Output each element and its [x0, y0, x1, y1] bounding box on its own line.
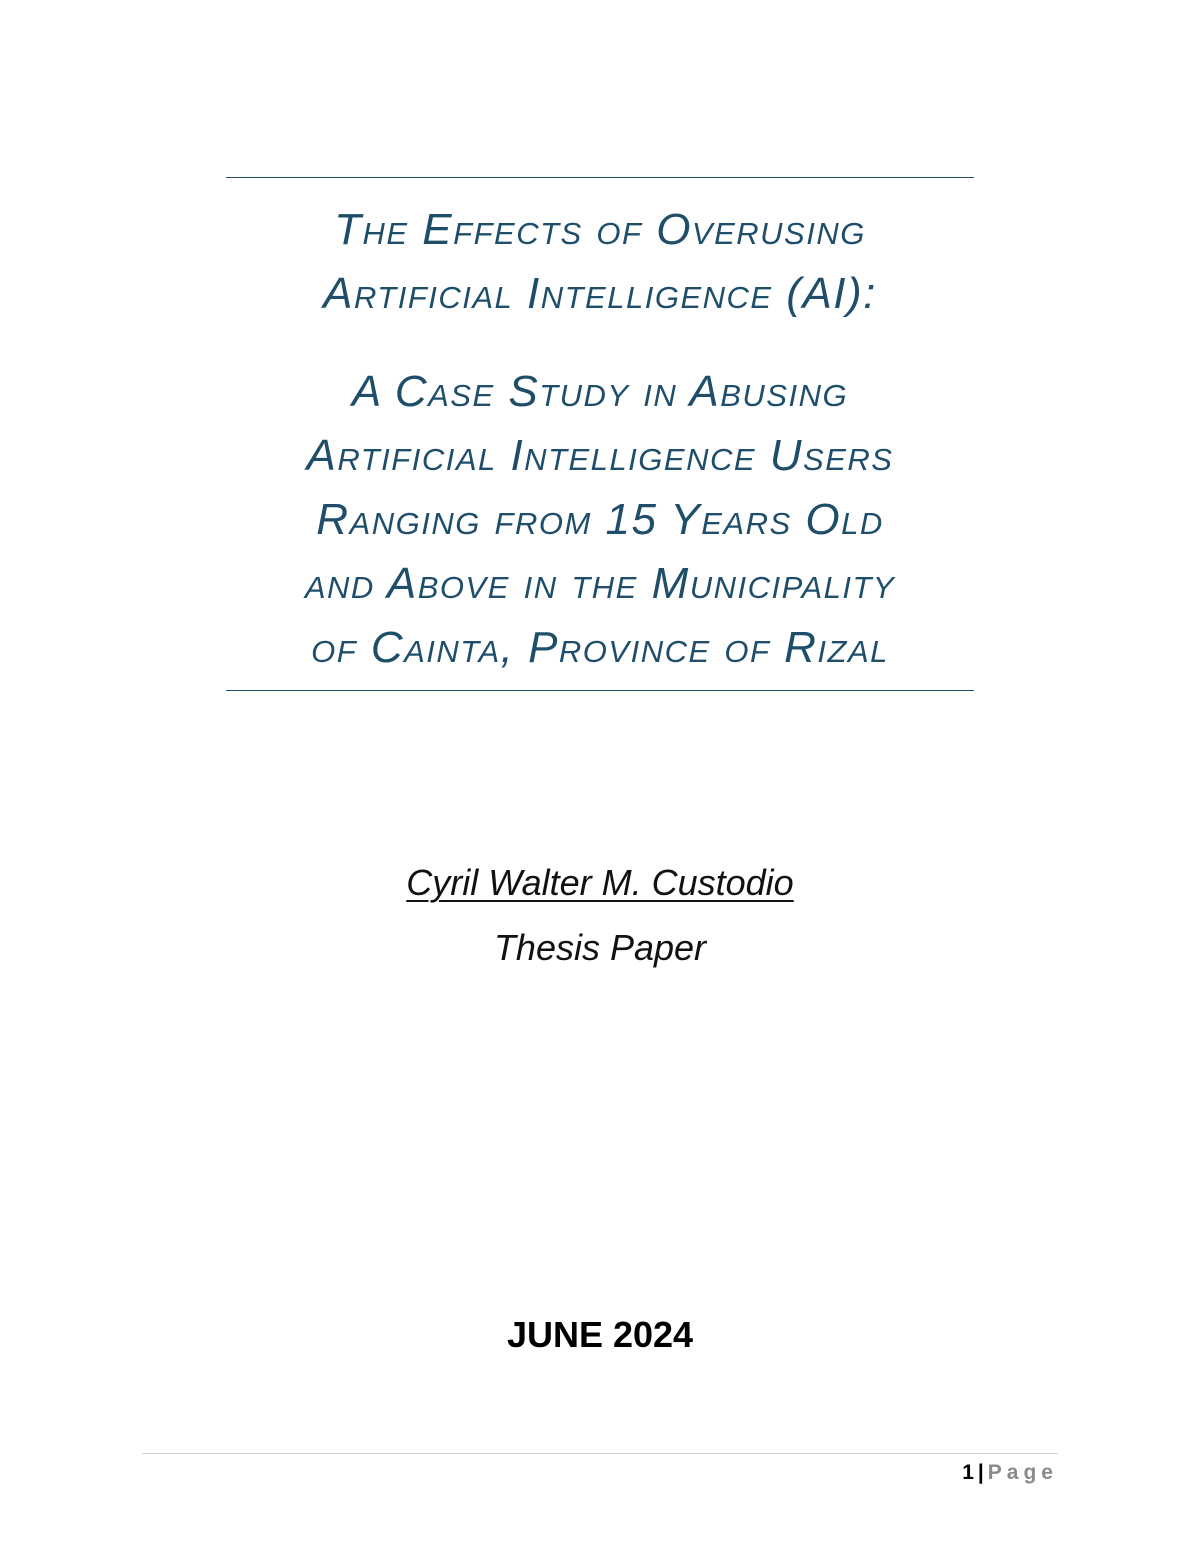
title-line-1: The Effects of Overusing [334, 205, 866, 254]
page-number: 1 [962, 1461, 974, 1484]
subtitle-line-3: Ranging from 15 Years Old [316, 495, 884, 544]
page-label: Page [987, 1461, 1058, 1484]
document-subtitle [200, 360, 1000, 680]
subtitle-line-4: and Above in the Municipality [304, 559, 896, 608]
title-top-rule [226, 177, 974, 178]
title-bottom-rule [226, 690, 974, 691]
title-line-2: Artificial Intelligence (AI): [323, 269, 877, 318]
publication-date: JUNE 2024 [506, 1314, 694, 1355]
subtitle-line-1: A Case Study in Abusing [351, 367, 849, 416]
footer-rule [142, 1453, 1058, 1454]
author-name: Cyril Walter M. Custodio [406, 862, 794, 903]
document-title [200, 198, 1000, 326]
subtitle-line-5: of Cainta, Province of Rizal [311, 623, 889, 672]
page-footer [962, 1460, 1058, 1486]
subtitle-line-2: Artificial Intelligence Users [306, 431, 894, 480]
paper-type: Thesis Paper [493, 927, 707, 968]
page-separator: | [977, 1461, 984, 1484]
